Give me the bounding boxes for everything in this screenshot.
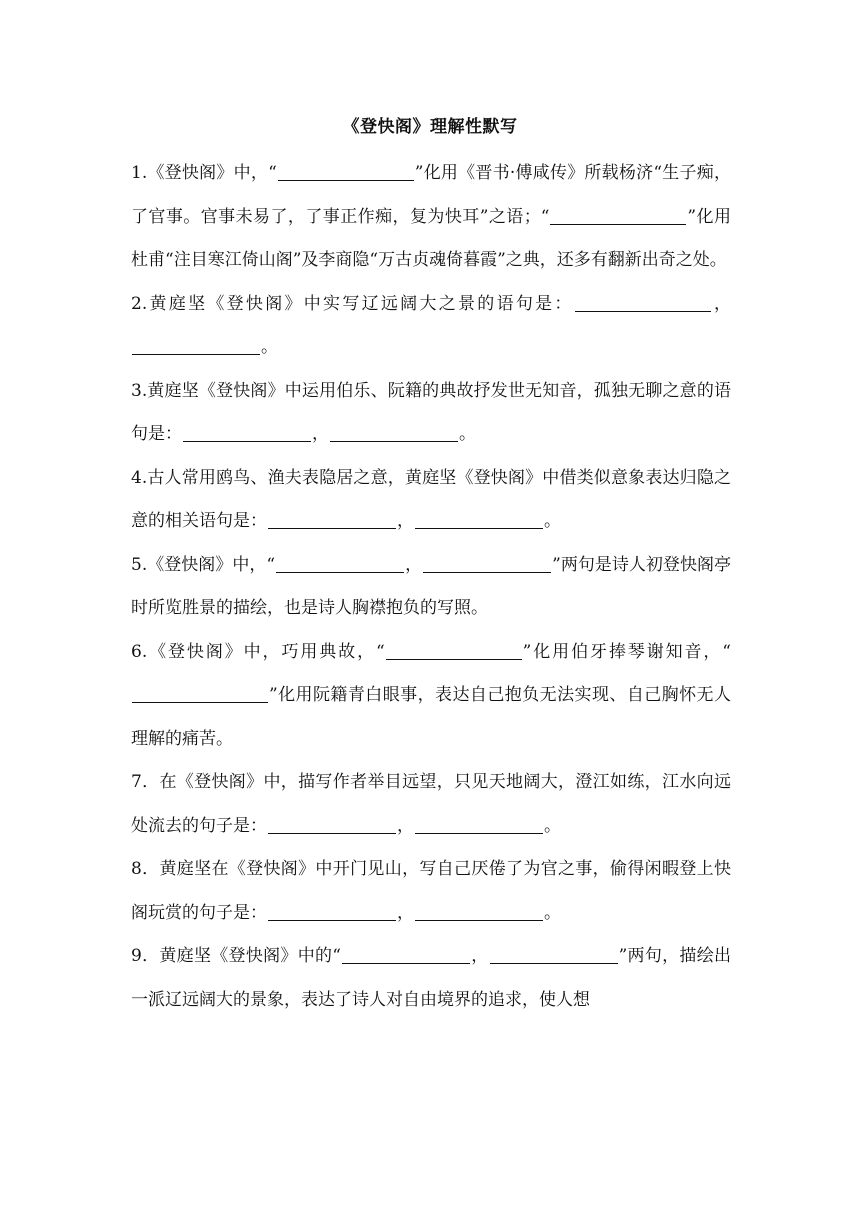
answer-blank[interactable]: [268, 903, 396, 921]
answer-blank[interactable]: [415, 903, 543, 921]
question-text: 5.《登快阁》中，“: [131, 554, 276, 575]
question-text: ，: [397, 815, 414, 836]
answer-blank[interactable]: [550, 207, 686, 225]
answer-blank[interactable]: [268, 511, 396, 529]
question-text: ”化用阮籍青白眼事，表达自己抱负无法实现、自己胸怀无人理解的痛苦。: [131, 685, 731, 749]
answer-blank[interactable]: [278, 163, 414, 181]
answer-blank[interactable]: [423, 555, 551, 573]
question-text: ，: [405, 554, 423, 575]
question-text: 4.古人常用鸥鸟、渔夫表隐居之意，黄庭坚《登快阁》中借类似意象表达归隐之意的相关语句是：: [131, 467, 731, 531]
question-text: 3.黄庭坚《登快阁》中运用伯乐、阮籍的典故抒发世无知音，孤独无聊之意的语句是：: [131, 380, 731, 444]
question-6: [131, 631, 731, 762]
question-text: ，: [312, 424, 329, 444]
question-list: [131, 152, 731, 1022]
answer-blank[interactable]: [575, 294, 711, 312]
question-text: ”化用伯牙捧琴谢知音，“: [522, 641, 731, 662]
question-text: ，: [397, 511, 414, 531]
question-text: 。: [544, 902, 561, 923]
question-8: [131, 848, 731, 935]
question-9: [131, 935, 731, 1022]
answer-blank[interactable]: [183, 424, 311, 442]
question-1: [131, 152, 731, 283]
question-text: 7．在《登快阁》中，描写作者举目远望，只见天地阔大，澄江如练，江水向远处流去的句子是：: [131, 772, 731, 836]
page-title: 《登快阁》理解性默写: [342, 117, 518, 137]
answer-blank[interactable]: [132, 337, 260, 355]
question-text: 6.《登快阁》中，巧用典故，“: [131, 641, 385, 662]
answer-blank[interactable]: [268, 816, 396, 834]
question-text: 8．黄庭坚在《登快阁》中开门见山，写自己厌倦了为官之事，偷得闲暇登上快阁玩赏的句子是：: [131, 859, 731, 923]
answer-blank[interactable]: [415, 511, 543, 529]
answer-blank[interactable]: [342, 946, 470, 964]
question-text: ”化用杜甫“注目寒江倚山阁”及李商隐“万古贞魂倚暮霞”之典，还多有翻新出奇之处。: [131, 206, 731, 270]
question-text: 2.黄庭坚《登快阁》中实写辽远阔大之景的语句是：: [131, 293, 574, 314]
question-3: [131, 370, 731, 457]
question-text: ，: [397, 902, 414, 923]
question-text: 。: [459, 424, 476, 444]
question-text: 。: [261, 337, 278, 357]
answer-blank[interactable]: [490, 946, 618, 964]
question-7: [131, 761, 731, 848]
question-4: [131, 457, 731, 544]
question-text: 。: [544, 815, 561, 836]
answer-blank[interactable]: [132, 685, 268, 703]
question-text: ”两句是诗人初登快阁亭时所览胜景的描绘，也是诗人胸襟抱负的写照。: [131, 554, 731, 618]
answer-blank[interactable]: [330, 424, 458, 442]
question-text: 9．黄庭坚《登快阁》中的“: [131, 946, 341, 966]
answer-blank[interactable]: [386, 642, 522, 660]
answer-blank[interactable]: [276, 555, 404, 573]
question-text: 。: [544, 511, 561, 531]
question-text: ，: [711, 293, 732, 314]
question-2: [131, 283, 731, 370]
question-text: ”化用《晋书·傅咸传》所载杨济“生子痴，了官事。官事未易了，了事正作痴，复为快耳”之语；“: [131, 163, 731, 227]
question-5: [131, 544, 731, 631]
question-text: ，: [470, 946, 489, 966]
answer-blank[interactable]: [415, 816, 543, 834]
question-text: 1.《登快阁》中，“: [131, 163, 277, 183]
question-text: ”两句，描绘出一派辽远阔大的景象，表达了诗人对自由境界的追求，使人想: [131, 946, 731, 1010]
